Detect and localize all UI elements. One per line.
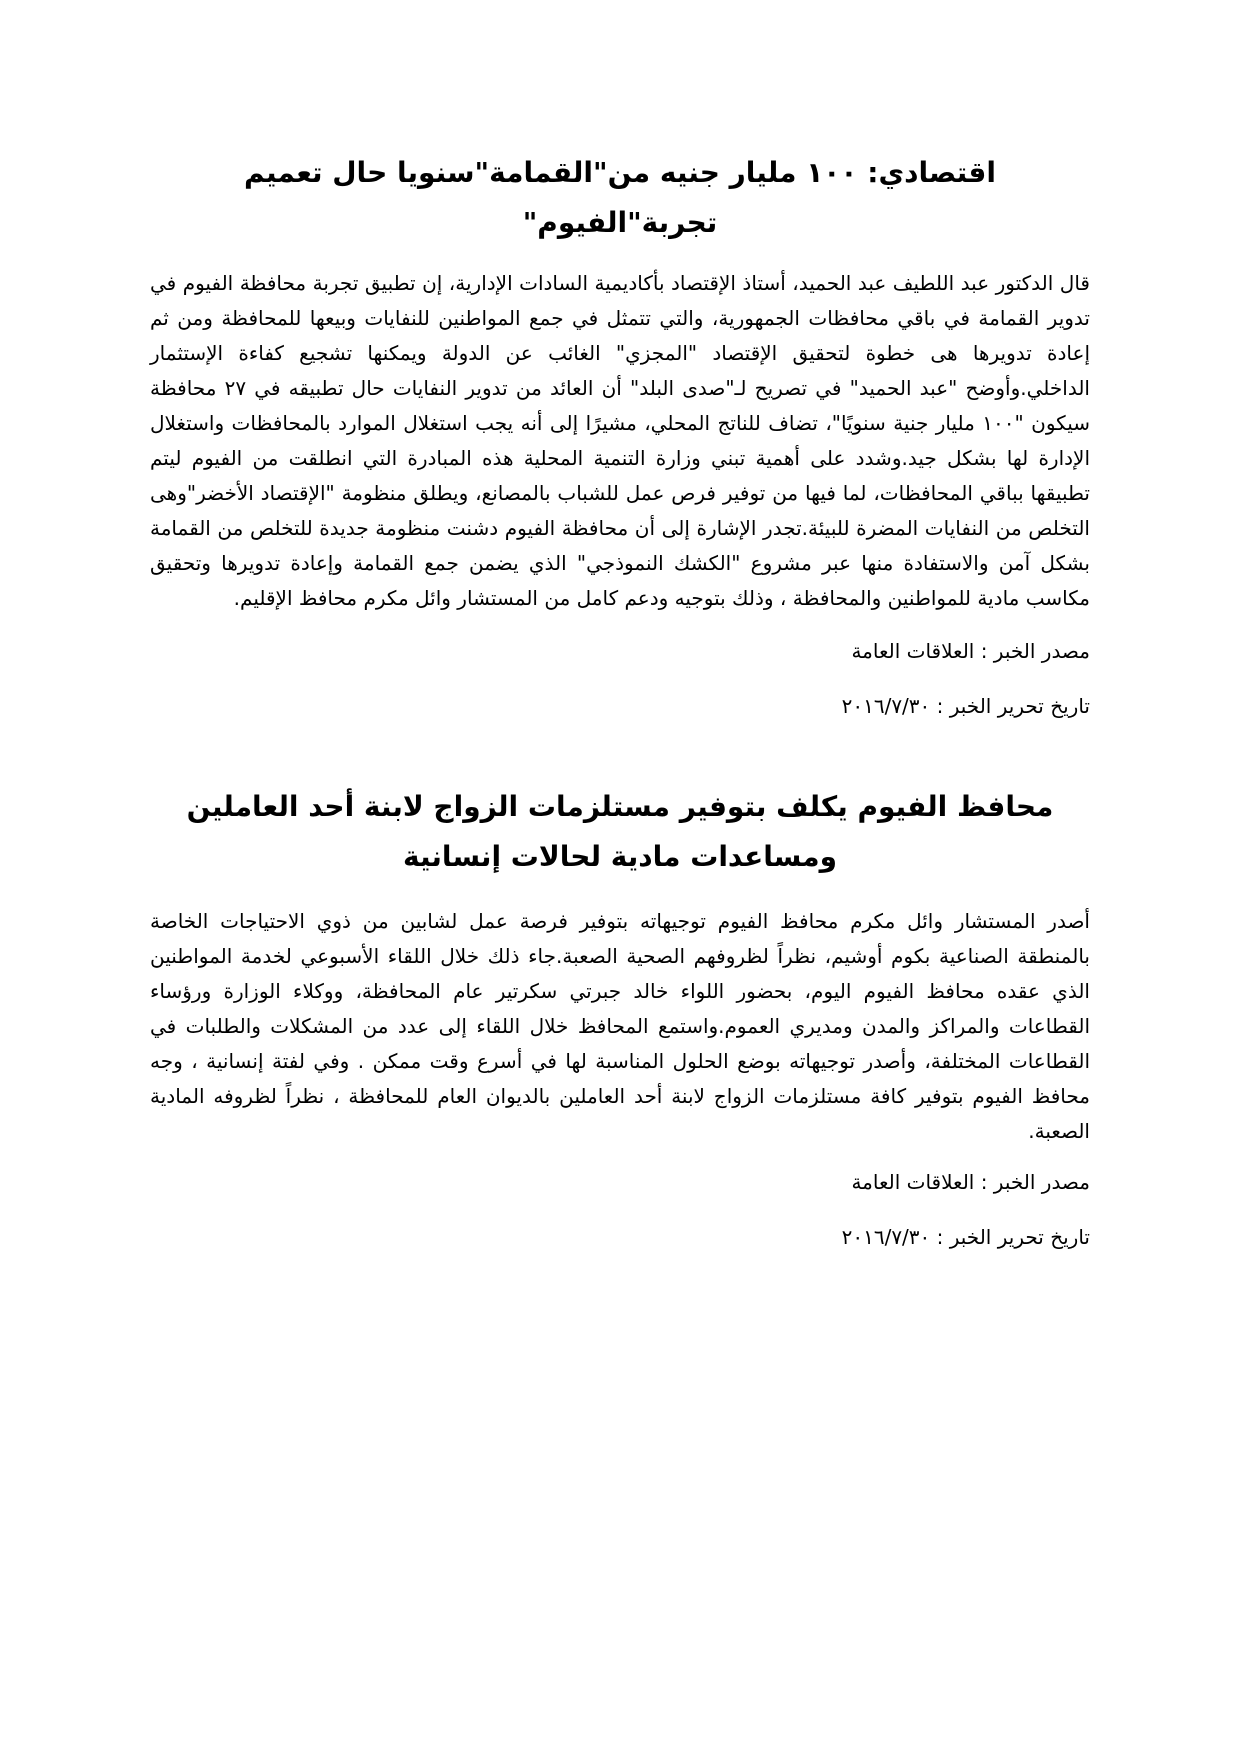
article-headline: محافظ الفيوم يكلف بتوفير مستلزمات الزواج لابنة أحد العاملين ومساعدات مادية لحالات إنسانية — [186, 790, 1054, 873]
article-source: مصدر الخبر : العلاقات العامة — [851, 639, 1090, 663]
article-date: تاريخ تحرير الخبر : ٢٠١٦/٧/٣٠ — [841, 1225, 1090, 1249]
article-date: تاريخ تحرير الخبر : ٢٠١٦/٧/٣٠ — [841, 694, 1090, 718]
news-article-recycling — [150, 0, 1090, 724]
article-body: قال الدكتور عبد اللطيف عبد الحميد، أستاذ الإقتصاد بأكاديمية السادات الإدارية، إن تطبيق تجربة محافظة الفيوم في تدوير القمامة في باقي محافظات الجمهورية، والتي تتمثل في جمع المواطنين للنفايات وبيعها للمحافظة ومن ثم إعادة تدويرها هى خطوة لتحقيق الإقتصاد "المجزي" الغائب عن الدولة ويمكنها تشجيع كفاءة الإستثمار الداخلي.وأوضح "عبد الحميد" في تصريح لـ"صدى البلد" أن العائد من تدوير النفايات حال تطبيقه في ٢٧ محافظة سيكون "١٠٠ مليار جنية سنويًا"، تضاف للناتج المحلي، مشيرًا إلى أنه يجب استغلال الموارد بالمحافظات واستغلال الإدارة لها بشكل جيد.وشدد على أهمية تبني وزارة التنمية المحلية هذه المبادرة التي انطلقت من الفيوم ليتم تطبيقها بباقي المحافظات، لما فيها من توفير فرص عمل للشباب بالمصانع، ويطلق منظومة "الإقتصاد الأخضر"وهى التخلص من النفايات المضرة للبيئة.تجدر الإشارة إلى أن محافظة الفيوم دشنت منظومة جديدة للتخلص من القمامة بشكل آمن والاستفادة منها عبر مشروع "الكشك النموذجي" الذي يضمن جمع القمامة وإعادة تدويرها وتحقيق مكاسب مادية للمواطنين والمحافظة ، وذلك بتوجيه ودعم كامل من المستشار وائل مكرم محافظ الإقليم. — [150, 271, 1090, 610]
article-body: أصدر المستشار وائل مكرم محافظ الفيوم توجيهاته بتوفير فرصة عمل لشابين من ذوي الاحتياجات الخاصة بالمنطقة الصناعية بكوم أوشيم، نظراً لظروفهم الصحية الصعبة.جاء ذلك خلال اللقاء الأسبوعي لخدمة المواطنين الذي عقده محافظ الفيوم اليوم، بحضور اللواء خالد جبرتي سكرتير عام المحافظة، ووكلاء الوزارة ورؤساء القطاعات والمراكز والمدن ومديري العموم.واستمع المحافظ خلال اللقاء إلى عدد من المشكلات والطلبات في القطاعات المختلفة، وأصدر توجيهاته بوضع الحلول المناسبة لها في أسرع وقت ممكن . وفي لفتة إنسانية ، وجه محافظ الفيوم بتوفير كافة مستلزمات الزواج لابنة أحد العاملين بالديوان العام للمحافظة ، نظراً لظروفه المادية الصعبة. — [150, 909, 1090, 1143]
news-article-governor — [150, 724, 1090, 1255]
article-source: مصدر الخبر : العلاقات العامة — [851, 1170, 1090, 1194]
article-headline: اقتصادي: ١٠٠ مليار جنيه من"القمامة"سنويا حال تعميم تجربة"الفيوم" — [244, 156, 996, 239]
